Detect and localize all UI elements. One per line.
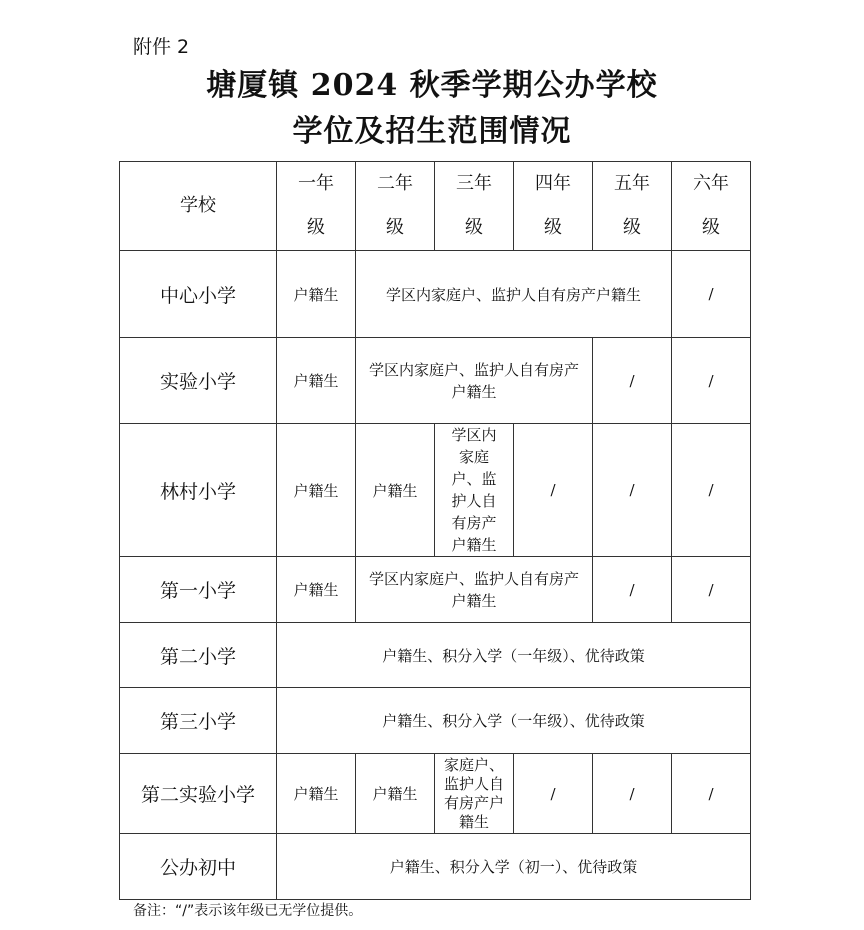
grade-6-cell: /	[672, 251, 751, 338]
header-grade-2	[356, 162, 435, 251]
grade-6-cell: /	[672, 338, 751, 424]
cell-line: 户、监	[451, 470, 497, 488]
all-grades-cell: 户籍生、积分入学（初一）、优待政策	[277, 834, 751, 900]
cell-line: 户籍生	[451, 382, 497, 401]
cell-line: 有房产	[451, 514, 497, 532]
header-grade-3	[435, 162, 514, 251]
header-grade-6-line2: 级	[702, 217, 720, 238]
header-grade-5	[593, 162, 672, 251]
table-row-lincun	[120, 424, 751, 557]
header-grade-6	[672, 162, 751, 251]
school-name: 林村小学	[120, 424, 277, 557]
header-grade-3-line2: 级	[465, 217, 483, 238]
school-name: 第三小学	[120, 688, 277, 754]
school-name: 实验小学	[120, 338, 277, 424]
cell-line: 户籍生	[451, 591, 497, 610]
cell-line: 籍生	[458, 812, 489, 831]
grade-2-4-cell	[356, 557, 593, 623]
grade-5-cell: /	[593, 338, 672, 424]
header-grade-6-line1: 六年	[693, 173, 729, 194]
table-row-zhongxin	[120, 251, 751, 338]
table-row-shiyan	[120, 338, 751, 424]
all-grades-cell: 户籍生、积分入学（一年级）、优待政策	[277, 688, 751, 754]
header-grade-1-line2: 级	[307, 217, 325, 238]
cell-line: 家庭	[458, 448, 489, 466]
grade-1-cell: 户籍生	[277, 557, 356, 623]
school-name: 第一小学	[120, 557, 277, 623]
header-grade-5-line1: 五年	[614, 173, 650, 194]
school-name: 第二小学	[120, 623, 277, 688]
grade-2-4-cell	[356, 338, 593, 424]
cell-line: 户籍生	[451, 536, 497, 554]
grade-6-cell: /	[672, 754, 751, 834]
header-school: 学校	[120, 162, 277, 251]
table-row-dier-shiyan	[120, 754, 751, 834]
cell-line: 监护人自	[443, 774, 504, 793]
grade-2-cell: 户籍生	[356, 754, 435, 834]
header-grade-5-line2: 级	[623, 217, 641, 238]
all-grades-cell: 户籍生、积分入学（一年级）、优待政策	[277, 623, 751, 688]
grade-2-cell: 户籍生	[356, 424, 435, 557]
header-grade-2-line2: 级	[386, 217, 404, 238]
table-row-gongban-chuzhong	[120, 834, 751, 900]
grade-5-cell: /	[593, 424, 672, 557]
grade-1-cell: 户籍生	[277, 251, 356, 338]
grade-4-cell: /	[514, 754, 593, 834]
document-title-line2: 学位及招生范围情况	[292, 114, 572, 149]
grade-6-cell: /	[672, 557, 751, 623]
header-grade-2-line1: 二年	[377, 173, 413, 194]
footnote: 备注：“/”表示该年级已无学位提供。	[133, 903, 363, 919]
header-grade-3-line1: 三年	[456, 173, 492, 194]
grade-1-cell: 户籍生	[277, 338, 356, 424]
cell-line: 学区内家庭户、监护人自有房产	[368, 360, 579, 379]
header-grade-4-line2: 级	[544, 217, 562, 238]
attachment-label: 附件 2	[133, 36, 190, 58]
grade-6-cell: /	[672, 424, 751, 557]
header-grade-4-line1: 四年	[535, 173, 571, 194]
grade-5-cell: /	[593, 557, 672, 623]
header-row	[120, 162, 751, 251]
enrollment-table	[119, 161, 751, 900]
cell-line: 学区内家庭户、监护人自有房产	[368, 569, 579, 588]
grade-1-cell: 户籍生	[277, 754, 356, 834]
grade-5-cell: /	[593, 754, 672, 834]
grade-4-cell: /	[514, 424, 593, 557]
table-row-dier	[120, 623, 751, 688]
school-name: 公办初中	[120, 834, 277, 900]
grade-3-cell	[435, 424, 514, 557]
school-name: 中心小学	[120, 251, 277, 338]
document-title-line1: 塘厦镇 2024 秋季学期公办学校	[206, 68, 658, 103]
cell-line: 护人自	[451, 492, 497, 510]
cell-line: 学区内	[451, 426, 497, 444]
grade-2-5-cell: 学区内家庭户、监护人自有房产户籍生	[356, 251, 672, 338]
cell-line: 有房产户	[443, 793, 504, 812]
header-grade-1-line1: 一年	[298, 173, 334, 194]
school-name: 第二实验小学	[120, 754, 277, 834]
header-grade-1	[277, 162, 356, 251]
grade-3-cell	[435, 754, 514, 834]
grade-1-cell: 户籍生	[277, 424, 356, 557]
table-row-diyi	[120, 557, 751, 623]
header-grade-4	[514, 162, 593, 251]
cell-line: 家庭户、	[443, 755, 504, 774]
table-row-disan	[120, 688, 751, 754]
